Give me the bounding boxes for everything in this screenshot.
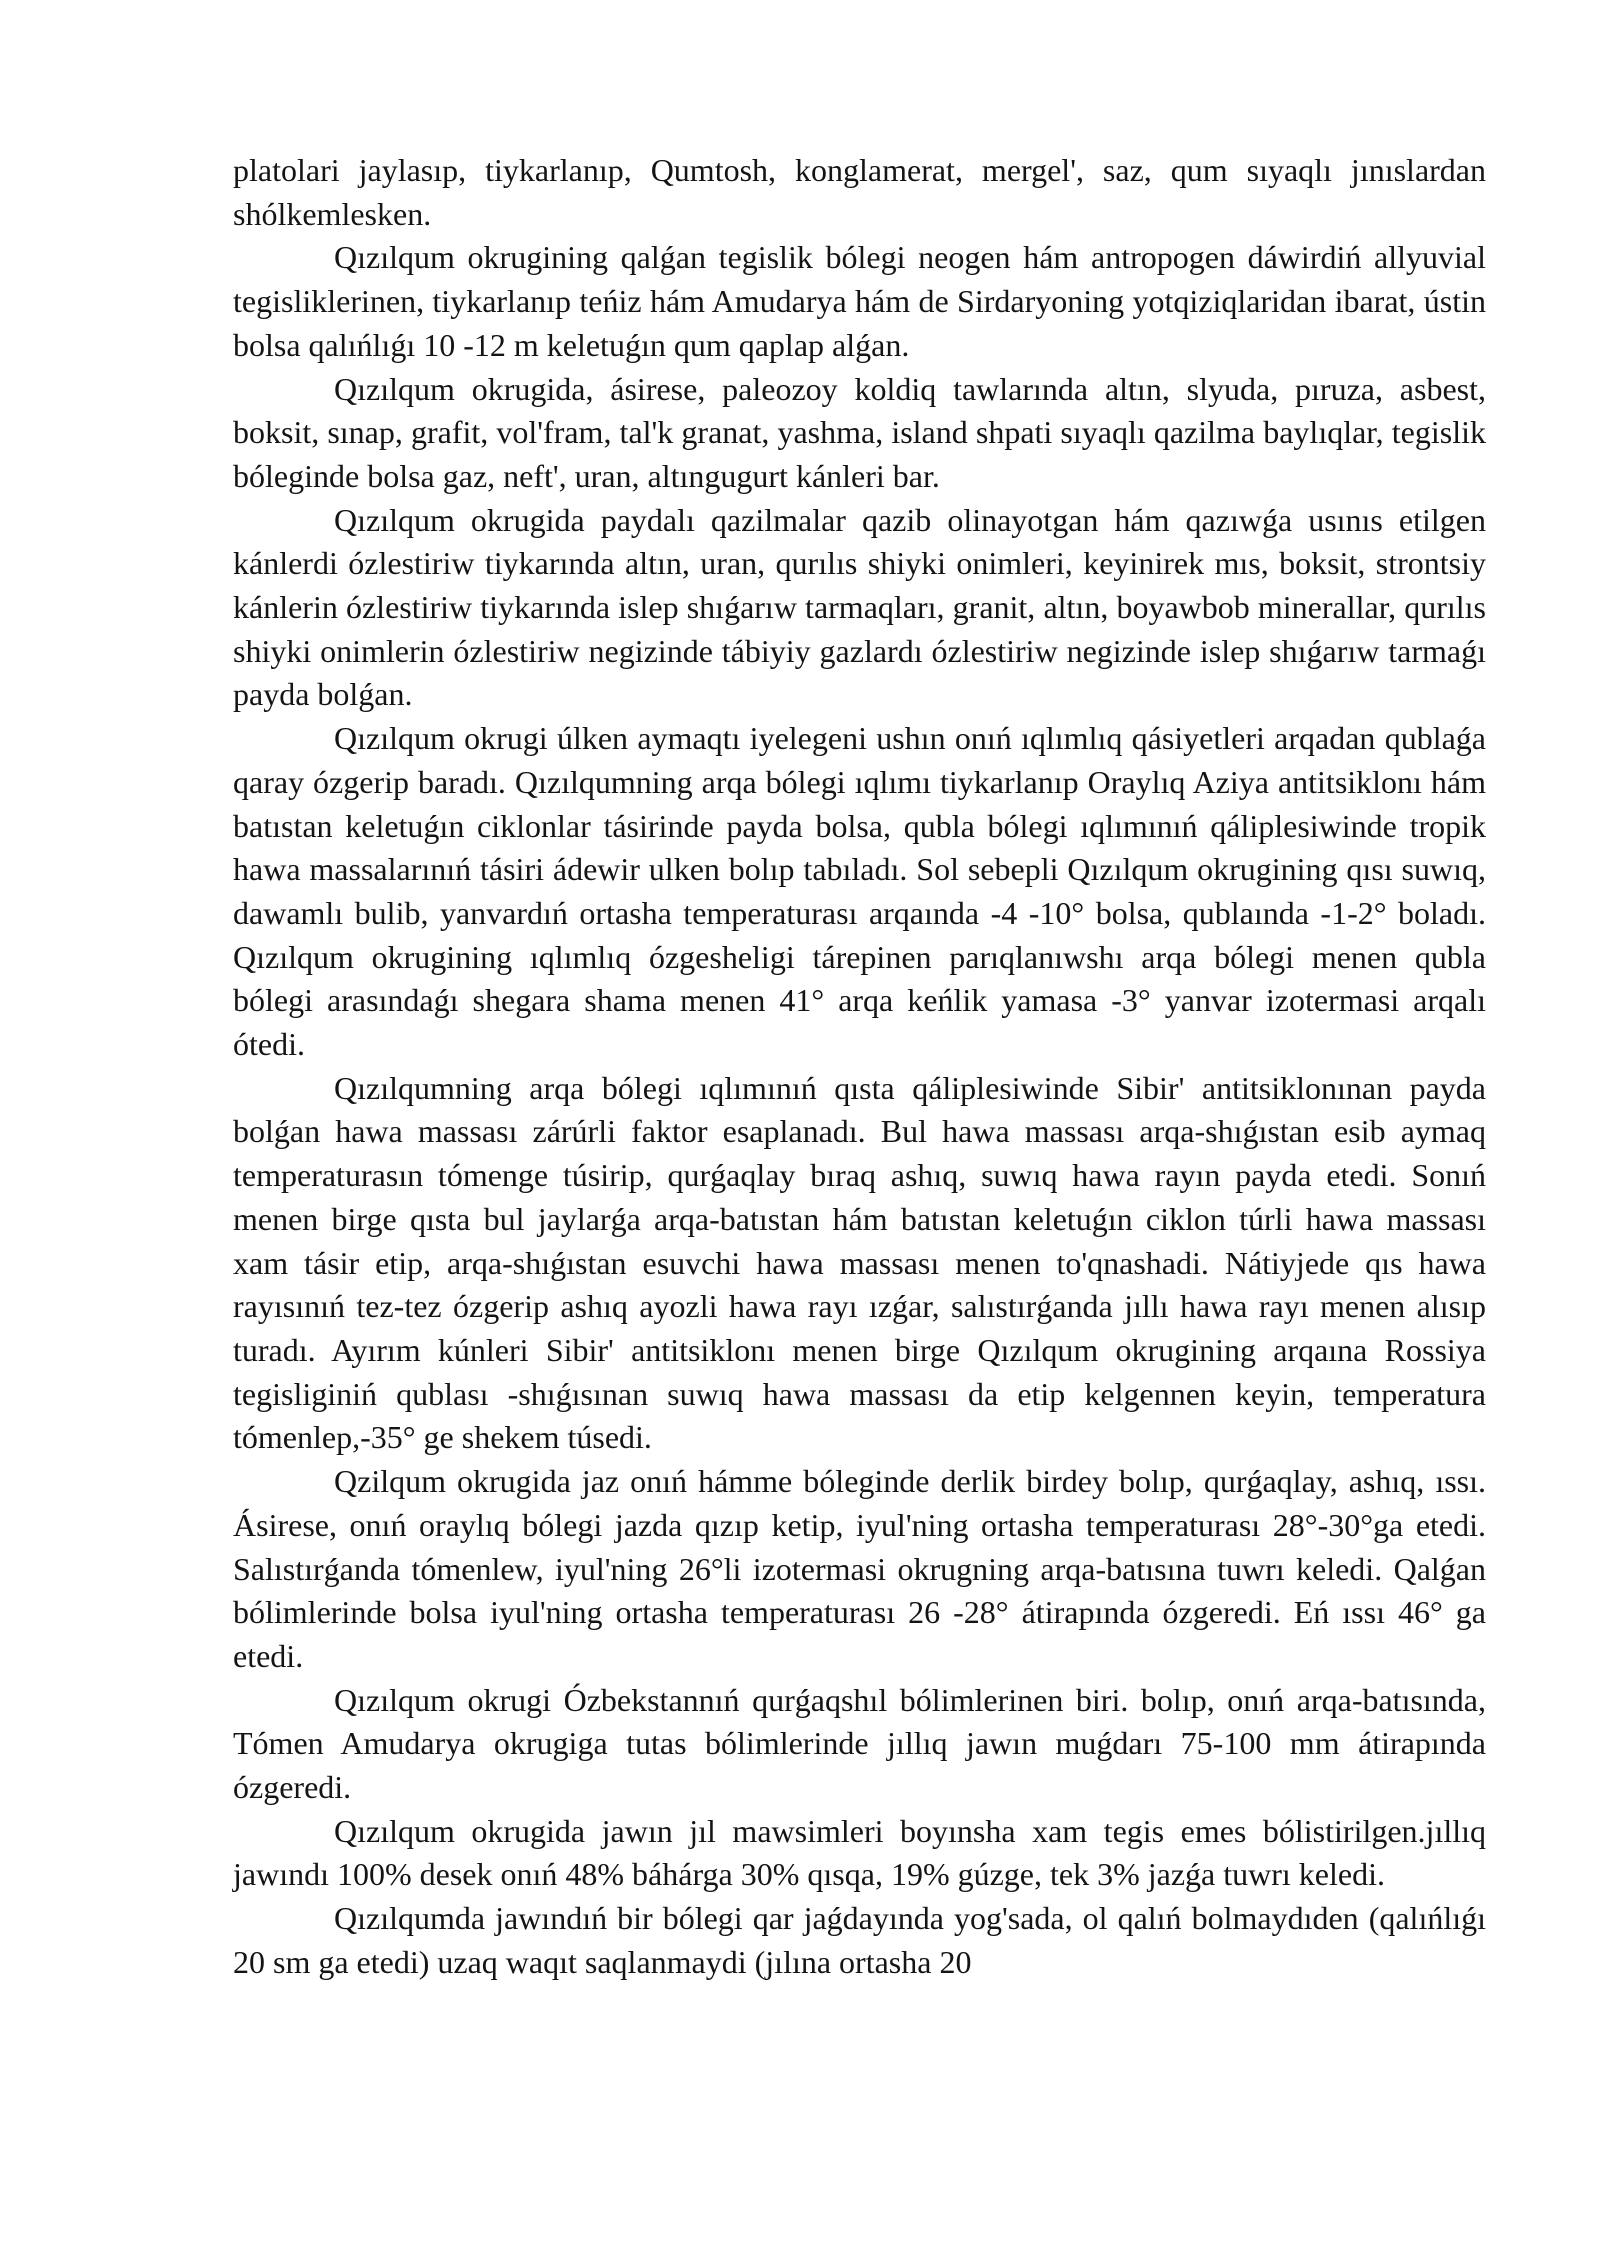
paragraph-8: Qızılqum okrugi Ózbekstannıń qurǵaqshıl bólimlerinen biri. bolıp, onıń arqa-batısında, Tómen Amudarya okrugiga tutas bólimlerinde jıllıq jawın muǵdarı 75-100 mm átirapında ózgeredi. <box>233 1681 1486 1806</box>
paragraph-3: Qızılqum okrugida, ásirese, paleozoy koldiq tawlarında altın, slyuda, pıruza, asbest, boksit, sınap, grafit, vol'fram, tal'k granat, yashma, island shpati sıyaqlı qazilma baylıqlar, tegislik bóleginde bolsa gaz, neft', uran, altıngugurt kánleri bar. <box>233 370 1486 494</box>
paragraph-5: Qızılqum okrugi úlken aymaqtı iyelegeni ushın onıń ıqlımlıq qásiyetleri arqadan qublaǵa qaray ózgerip baradı. Qızılqumning arqa bólegi ıqlımı tiykarlanıp Oraylıq Aziya antitsiklonı hám batıstan keletuǵın ciklonlar tásirinde payda bolsa, qubla bólegi ıqlımınıń qáliplesiwinde tropik hawa massalarınıń tásiri ádewir ulken bolıp tabıladı. Sol sebepli Qızılqum okrugining qısı suwıq, dawamlı bulib, yanvardıń ortasha temperaturası arqaında -4 -10° bolsa, qublaında -1-2° boladı. Qızılqum okrugining ıqlımlıq ózgesheligi tárepinen parıqlanıwshı arqa bólegi menen qubla bólegi arasındaǵı shegara shama menen 41° arqa keńlik yamasa -3° yanvar izotermasi arqalı ótedi. <box>233 720 1486 1063</box>
paragraph-2: Qızılqum okrugining qalǵan tegislik bólegi neogen hám antropogen dáwirdiń allyuvial tegisliklerinen, tiykarlanıp teńiz hám Amudarya hám de Sirdaryoning yotqiziqlaridan ibarat, ústin bolsa qalıńlıǵı 10 -12 m keletuǵın qum qaplap alǵan. <box>233 239 1486 363</box>
paragraph-6: Qızılqumning arqa bólegi ıqlımınıń qısta qáliplesiwinde Sibir' antitsiklonınan payda bolǵan hawa massası zárúrli faktor esaplanadı. Bul hawa massası arqa-shıǵıstan esib aymaq temperaturasın tómenge túsirip, qurǵaqlay bıraq ashıq, suwıq hawa rayın payda etedi. Sonıń menen birge qısta bul jaylarǵa arqa-batıstan hám batıstan keletuǵın ciklon túrli hawa massası xam tásir etip, arqa-shıǵıstan esuvchi hawa massası menen to'qnashadi. Nátiyjede qıs hawa rayısınıń tez-tez ózgerip ashıq ayozli hawa rayı ızǵar, salıstırǵanda jıllı hawa rayı menen alısıp turadı. Ayırım kúnleri Sibir' antitsiklonı menen birge Qızılqum okrugining arqaına Rossiya tegisliginiń qublası -shıǵısınan suwıq hawa massası da etip kelgennen keyin, temperatura tómenlep,-35° ge shekem túsedi. <box>233 1069 1486 1456</box>
paragraph-10: Qızılqumda jawındıń bir bólegi qar jaǵdayında yog'sada, ol qalıń bolmaydıden (qalıńlıǵı 20 sm ga etedi) uzaq waqıt saqlanmaydi (jılına ortasha 20 <box>233 1900 1486 1980</box>
paragraph-1: platolari jaylasıp, tiykarlanıp, Qumtosh, konglamerat, mergel', saz, qum sıyaqlı jınıslardan shólkemlesken. <box>233 152 1486 232</box>
paragraph-9: Qızılqum okrugida jawın jıl mawsimleri boyınsha xam tegis emes bólistirilgen.jıllıq jawındı 100% desek onıń 48% báhárga 30% qısqa, 19% gúzge, tek 3% jazǵa tuwrı keledi. <box>233 1812 1486 1893</box>
document-page <box>233 149 1486 1985</box>
paragraph-4: Qızılqum okrugida paydalı qazilmalar qazib olinayotgan hám qazıwǵa usınıs etilgen kánlerdi ózlestiriw tiykarında altın, uran, qurılıs shiyki onimleri, keyinirek mıs, boksit, strontsiy kánlerin ózlestiriw tiykarında islep shıǵarıw tarmaqları, granit, altın, boyawbob minerallar, qurılıs shiyki onimlerin ózlestiriw negizinde tábiyiy gazlardı ózlestiriw negizinde islep shıǵarıw tarmaǵı payda bolǵan. <box>233 501 1486 713</box>
paragraph-7: Qzilqum okrugida jaz onıń hámme bóleginde derlik birdey bolıp, qurǵaqlay, ashıq, ıssı. Ásirese, onıń oraylıq bólegi jazda qızıp ketip, iyul'ning ortasha temperaturası 28°-30°ga etedi. Salıstırǵanda tómenlew, iyul'ning 26°li izotermasi okrugning arqa-batısına tuwrı keledi. Qalǵan bólimlerinde bolsa iyul'ning ortasha temperaturası 26 -28° átirapında ózgeredi. Eń ıssı 46° ga etedi. <box>233 1463 1486 1674</box>
